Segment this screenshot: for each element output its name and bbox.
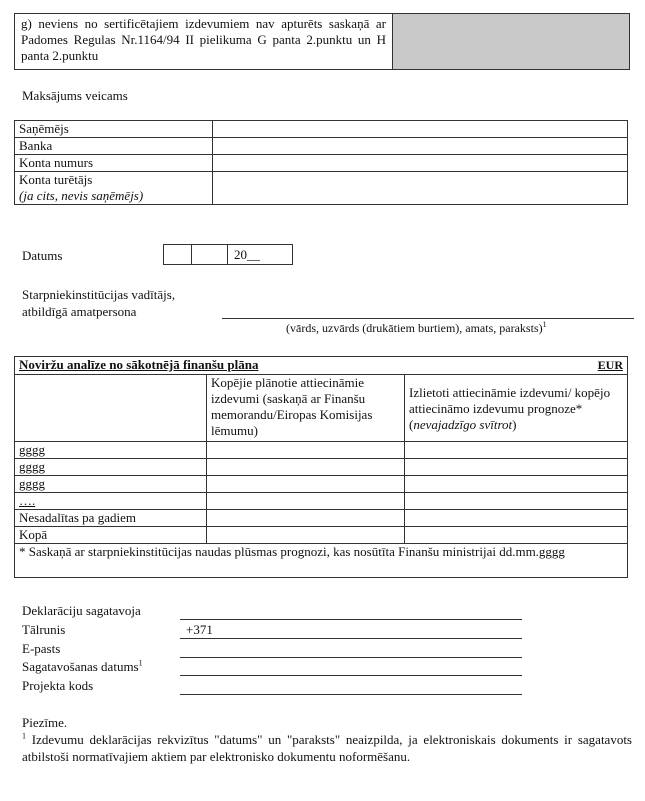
footnote-ref: 1 bbox=[138, 658, 143, 668]
table-row bbox=[15, 476, 628, 493]
currency-label: EUR bbox=[597, 358, 623, 372]
account-number-label: Konta numurs bbox=[15, 155, 213, 172]
unallocated-label: Nesadalītas pa gadiem bbox=[15, 510, 207, 527]
account-number-field[interactable] bbox=[213, 155, 628, 172]
prep-date-line[interactable] bbox=[180, 675, 522, 676]
clause-text: g) neviens no sertificētajiem izdevumiem nav apturēts saskaņā ar Padomes Regulas Nr.1164/94 II pielikuma G panta 2.punktu un H panta 2.punktu bbox=[15, 14, 393, 69]
planned-cell[interactable] bbox=[207, 476, 405, 493]
table-row bbox=[15, 121, 628, 138]
recipient-label: Saņēmējs bbox=[15, 121, 213, 138]
used-cell[interactable] bbox=[405, 459, 628, 476]
phone-value[interactable]: +371 bbox=[186, 622, 213, 637]
table-row bbox=[15, 527, 628, 544]
note-text bbox=[22, 731, 632, 765]
email-label: E-pasts bbox=[22, 641, 61, 656]
table-row bbox=[15, 493, 628, 510]
project-code-line[interactable] bbox=[180, 694, 522, 695]
phone-line bbox=[180, 638, 522, 639]
planned-cell[interactable] bbox=[207, 527, 405, 544]
used-cell[interactable] bbox=[405, 527, 628, 544]
prep-date-label-text: Sagatavošanas datums bbox=[22, 659, 139, 674]
used-cell[interactable] bbox=[405, 510, 628, 527]
year-cell: …. bbox=[15, 493, 207, 510]
email-line[interactable] bbox=[180, 657, 522, 658]
account-holder-sublabel: (ja cits, nevis saņēmējs) bbox=[19, 188, 144, 203]
total-label: Kopā bbox=[15, 527, 207, 544]
note-body: Izdevumu deklarācijas rekvizītus "datums" un "paraksts" neaizpilda, ja elektroniskais dokuments ir sagatavots atbilstoši normatīvajiem aktiem par elektronisko dokumentu noformēšanu. bbox=[22, 732, 632, 764]
prepared-by-label: Deklarāciju sagatavoja bbox=[22, 603, 141, 618]
header-used-costs-close: ) bbox=[512, 417, 517, 432]
clause-shaded-cell bbox=[393, 14, 629, 69]
date-label: Datums bbox=[22, 248, 63, 263]
bank-field[interactable] bbox=[213, 138, 628, 155]
header-used-costs bbox=[405, 375, 628, 442]
table-header-row bbox=[15, 375, 628, 442]
footnote-ref: 1 bbox=[542, 320, 547, 329]
account-holder-label bbox=[15, 172, 213, 205]
table-row bbox=[15, 138, 628, 155]
bank-label: Banka bbox=[15, 138, 213, 155]
note-title: Piezīme. bbox=[22, 715, 68, 730]
year-cell: gggg bbox=[15, 442, 207, 459]
recipient-field[interactable] bbox=[213, 121, 628, 138]
deviation-title: Noviržu analīze no sākotnējā finanšu plāna bbox=[19, 357, 259, 372]
table-row bbox=[15, 510, 628, 527]
planned-cell[interactable] bbox=[207, 459, 405, 476]
payment-section-title: Maksājums veicams bbox=[22, 88, 128, 103]
table-title-row bbox=[15, 357, 628, 375]
note-section bbox=[22, 714, 632, 765]
prep-date-label bbox=[22, 659, 143, 675]
date-boxes bbox=[163, 244, 293, 265]
header-used-costs-italic: nevajadzīgo svītrot bbox=[413, 417, 513, 432]
signature-caption-text: (vārds, uzvārds (drukātiem burtiem), amats, paraksts) bbox=[286, 321, 543, 335]
account-holder-label-text: Konta turētājs bbox=[19, 172, 93, 187]
account-holder-field[interactable] bbox=[213, 172, 628, 205]
table-footnote: * Saskaņā ar starpniekinstitūcijas naudas plūsmas prognozi, kas nosūtīta Finanšu ministrijai dd.mm.gggg bbox=[15, 544, 628, 578]
date-month-box[interactable] bbox=[192, 245, 228, 264]
header-planned-costs: Kopējie plānotie attiecināmie izdevumi (saskaņā ar Finanšu memorandu/Eiropas Komisijas lēmumu) bbox=[207, 375, 405, 442]
table-row bbox=[15, 172, 628, 205]
table-footnote-row bbox=[15, 544, 628, 578]
year-cell: gggg bbox=[15, 476, 207, 493]
signature-caption bbox=[286, 321, 547, 336]
phone-label: Tālrunis bbox=[22, 622, 66, 637]
planned-cell[interactable] bbox=[207, 510, 405, 527]
payment-table bbox=[14, 120, 628, 205]
table-row bbox=[15, 442, 628, 459]
signatory-line-1: Starpniekinstitūcijas vadītājs, bbox=[22, 287, 176, 302]
year-cell: gggg bbox=[15, 459, 207, 476]
header-empty-cell bbox=[15, 375, 207, 442]
used-cell[interactable] bbox=[405, 442, 628, 459]
project-code-label: Projekta kods bbox=[22, 678, 94, 693]
table-row bbox=[15, 155, 628, 172]
signatory-line-2: atbildīgā amatpersona bbox=[22, 304, 137, 319]
footnote-mark: 1 bbox=[22, 731, 26, 741]
date-day-box[interactable] bbox=[164, 245, 192, 264]
planned-cell[interactable] bbox=[207, 493, 405, 510]
signature-line[interactable] bbox=[222, 318, 634, 319]
header-used-costs-text: Izlietoti attiecināmie izdevumi/ kopējo attiecināmo izdevumu prognoze* ( bbox=[409, 385, 611, 432]
signatory-label bbox=[22, 286, 175, 320]
table-row bbox=[15, 459, 628, 476]
used-cell[interactable] bbox=[405, 476, 628, 493]
planned-cell[interactable] bbox=[207, 442, 405, 459]
prepared-by-line[interactable] bbox=[180, 619, 522, 620]
date-year-box[interactable]: 20__ bbox=[234, 247, 260, 262]
used-cell[interactable] bbox=[405, 493, 628, 510]
deviation-analysis-table bbox=[14, 356, 628, 578]
certification-clause-box bbox=[14, 13, 630, 70]
